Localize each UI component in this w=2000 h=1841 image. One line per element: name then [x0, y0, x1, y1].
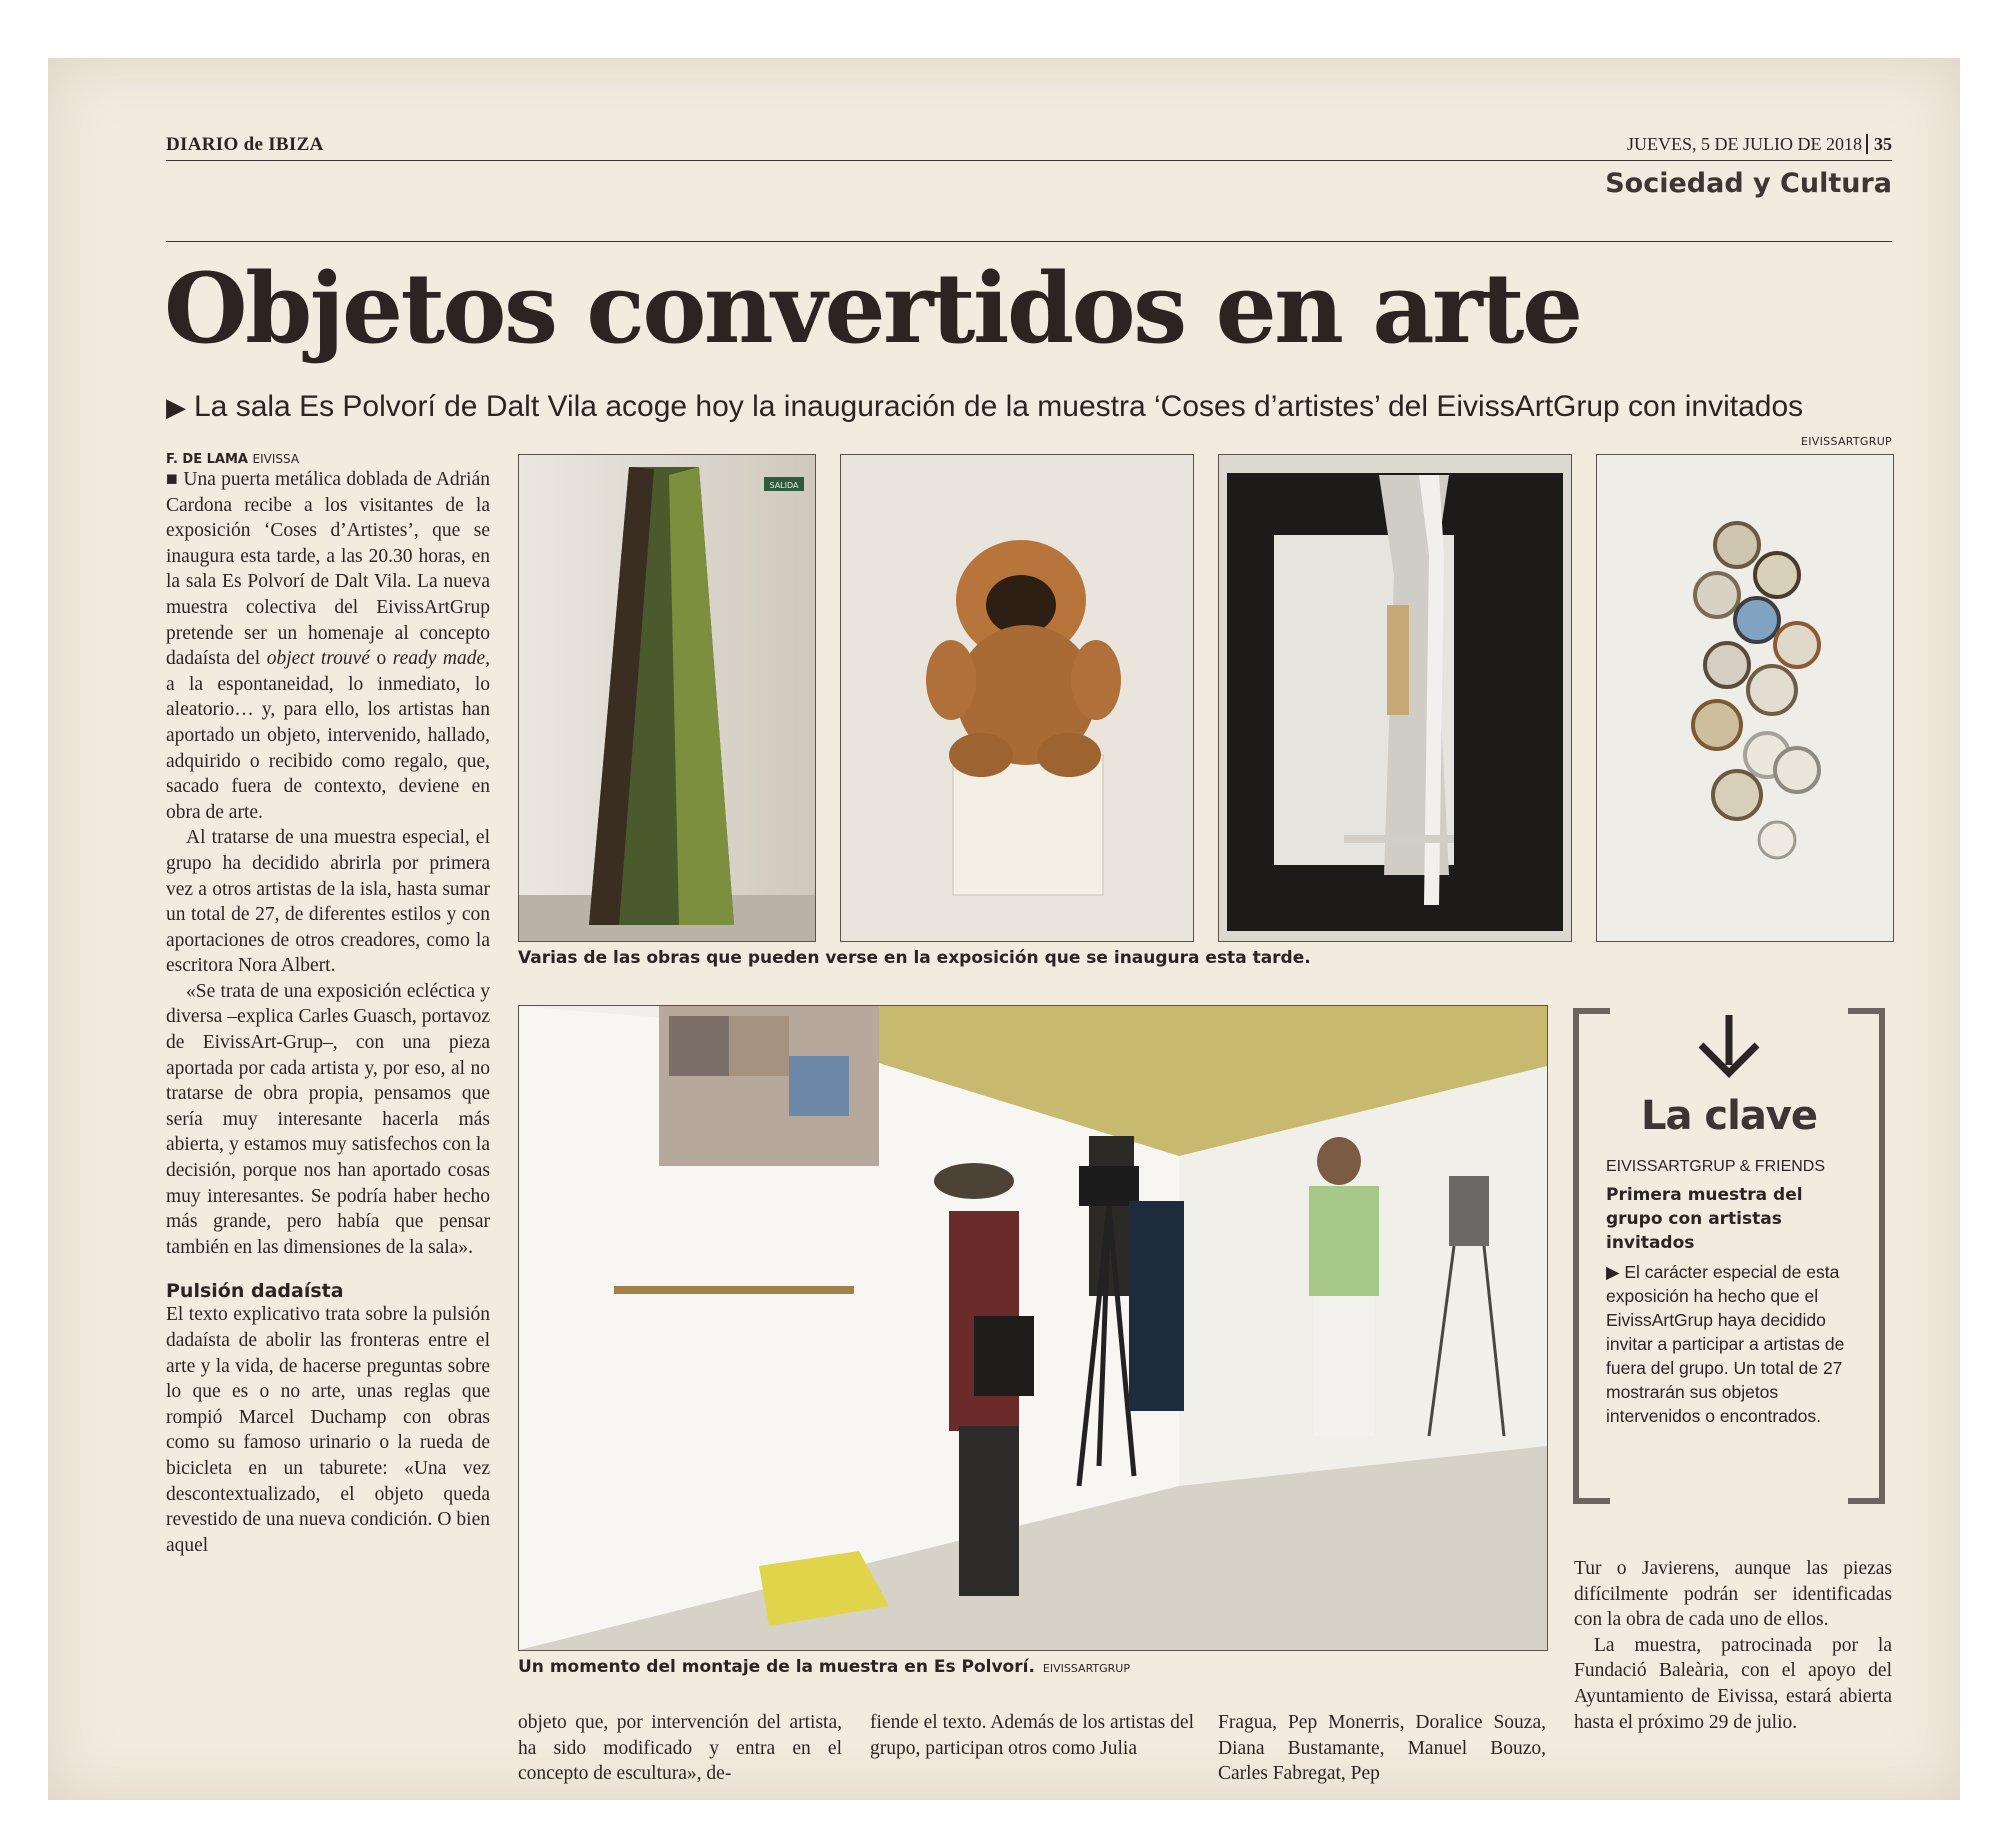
paragraph-4: El texto explicativo trata sobre la pulsión dadaísta de abolir las fronteras entre el arte y la vida, de hacerse preguntas sobre lo que es o no arte, unas reglas que rompió Marcel Duchamp con obras como su famoso urinario o la rueda de bicicleta en un taburete: «Una vez descontextualizado, el objeto queda revestido de una nueva condición. O bien aquel [166, 1304, 490, 1556]
paragraph-1-italic-1: object trouvé [266, 648, 370, 670]
caption-bottom-credit: EIVISSARTGRUP [1042, 1662, 1130, 1675]
photo-teddy-bear-image [841, 455, 1193, 941]
paragraph-1 [166, 467, 490, 825]
la-clave-tag: EIVISSARTGRUP & FRIENDS [1606, 1158, 1826, 1175]
photo-exhibition-setup-image [519, 1006, 1547, 1650]
byline-location: EIVISSA [252, 452, 300, 466]
subsection-heading: Pulsión dadaísta [166, 1280, 344, 1303]
article-column-2: objeto que, por intervención del artista, ha sido modificado y entra en el concepto de escultura», de- [518, 1712, 842, 1785]
caption-bottom-photo [518, 1657, 1130, 1677]
col5-paragraph-1: Tur o Javierens, aunque las piezas difícilmente podrán ser identificadas con la obra de cada uno de ellos. [1574, 1558, 1892, 1631]
la-clave-body-text: El carácter especial de esta exposición ha hecho que el EivissArtGrup haya decidido invitar a participar a artistas de fuera del grupo. Un total de 27 mostrarán sus objetos intervenidos o encontrados. [1606, 1262, 1845, 1426]
photo-clocks-image [1597, 455, 1893, 941]
exit-sign: SALIDA [769, 481, 799, 490]
article-column-1 [166, 452, 490, 1558]
la-clave-bullet-icon: ▶ [1606, 1262, 1620, 1282]
subheadline-text: La sala Es Polvorí de Dalt Vila acoge hoy la inauguración de la muestra ‘Coses d’artistes’ del EivissArtGrup con invitados [194, 390, 1804, 423]
byline-author: F. DE LAMA [166, 452, 248, 467]
photo-bent-door-image [519, 455, 815, 941]
paragraph-1-end: , a la espontaneidad, lo inmediato, lo aleatorio… y, para ello, los artistas han aportado un objeto, intervenido, hallado, adquirido o recibido como regalo, que, sacado fuera de contexto, deviene en obra de arte. [166, 648, 491, 823]
date-text: JUEVES, 5 DE JULIO DE 2018 [1627, 134, 1862, 154]
page-number: 35 [1866, 134, 1892, 154]
caption-bottom-text: Un momento del montaje de la muestra en Es Polvorí. [518, 1657, 1035, 1677]
photo-mannequin-artwork-image [1219, 455, 1571, 941]
photo-clocks [1596, 454, 1894, 942]
photo-mannequin-artwork [1218, 454, 1572, 942]
square-bullet-icon: ■ [166, 469, 179, 490]
photo-credit-top: EIVISSARTGRUP [1801, 435, 1892, 448]
paragraph-1-italic-2: ready made [392, 648, 486, 670]
paragraph-1-text: Una puerta metálica doblada de Adrián Cardona recibe a los visitantes de la exposición ‘Coses d’Artistes’, que se inaugura esta tarde, a las 20.30 horas, en la sala Es Polvorí de Dalt Vila. La nueva muestra colectiva del EivissArtGrup pretende ser un homenaje al concepto dadaísta del [166, 469, 490, 670]
la-clave-heading: Primera muestra del grupo con artistas invitados [1606, 1185, 1803, 1253]
la-clave-frame [1570, 1005, 1888, 1507]
article-column-5 [1574, 1556, 1892, 1735]
caption-top-photos: Varias de las obras que pueden verse en la exposición que se inaugura esta tarde. [518, 948, 1311, 968]
masthead-rule [166, 160, 1892, 161]
la-clave-body [1606, 1260, 1852, 1428]
article-column-3: fiende el texto. Además de los artistas del grupo, participan otros como Julia [870, 1712, 1194, 1759]
la-clave-title: La clave [1640, 1093, 1818, 1139]
section-rule [166, 241, 1892, 242]
section-title: Sociedad y Cultura [1605, 168, 1892, 199]
masthead-paper-name: DIARIO de IBIZA [166, 134, 324, 155]
paragraph-3: «Se trata de una exposición ecléctica y diversa –explica Carles Guasch, portavoz de EivissArt-Grup–, con una pieza aportada por cada artista y, por eso, al no tratarse de obra propia, pensamos que sería muy interesante hacerla más abierta, y estamos muy satisfechos con la decisión, porque nos han aportado cosas muy interesantes. Se podría haber hecho más grande, pero había que pensar también en las dimensiones de la sala». [166, 980, 490, 1258]
article-column-4: Fragua, Pep Monerris, Doralice Souza, Diana Bustamante, Manuel Bouzo, Carles Fabregat, Pep [1218, 1712, 1546, 1785]
headline: Objetos convertidos en arte [164, 252, 1581, 365]
photo-exhibition-setup [518, 1005, 1548, 1651]
byline [166, 452, 490, 467]
triangle-bullet-icon: ▶ [166, 392, 186, 422]
photo-bent-door [518, 454, 816, 942]
paragraph-2: Al tratarse de una muestra especial, el grupo ha decidido abrirla por primera vez a otros artistas de la isla, hasta sumar un total de 27, de diferentes estilos y con aportaciones de otros creadores, como la escritora Nora Albert. [166, 827, 490, 977]
paragraph-1-mid: o [376, 648, 387, 670]
col5-paragraph-2: La muestra, patrocinada por la Fundació Baleària, con el apoyo del Ayuntamiento de Eivissa, estará abierta hasta el próximo 29 de julio. [1574, 1634, 1892, 1733]
subheadline [166, 390, 1896, 424]
la-clave-box [1570, 1005, 1888, 1507]
masthead-date [1560, 134, 1892, 155]
photo-teddy-bear [840, 454, 1194, 942]
